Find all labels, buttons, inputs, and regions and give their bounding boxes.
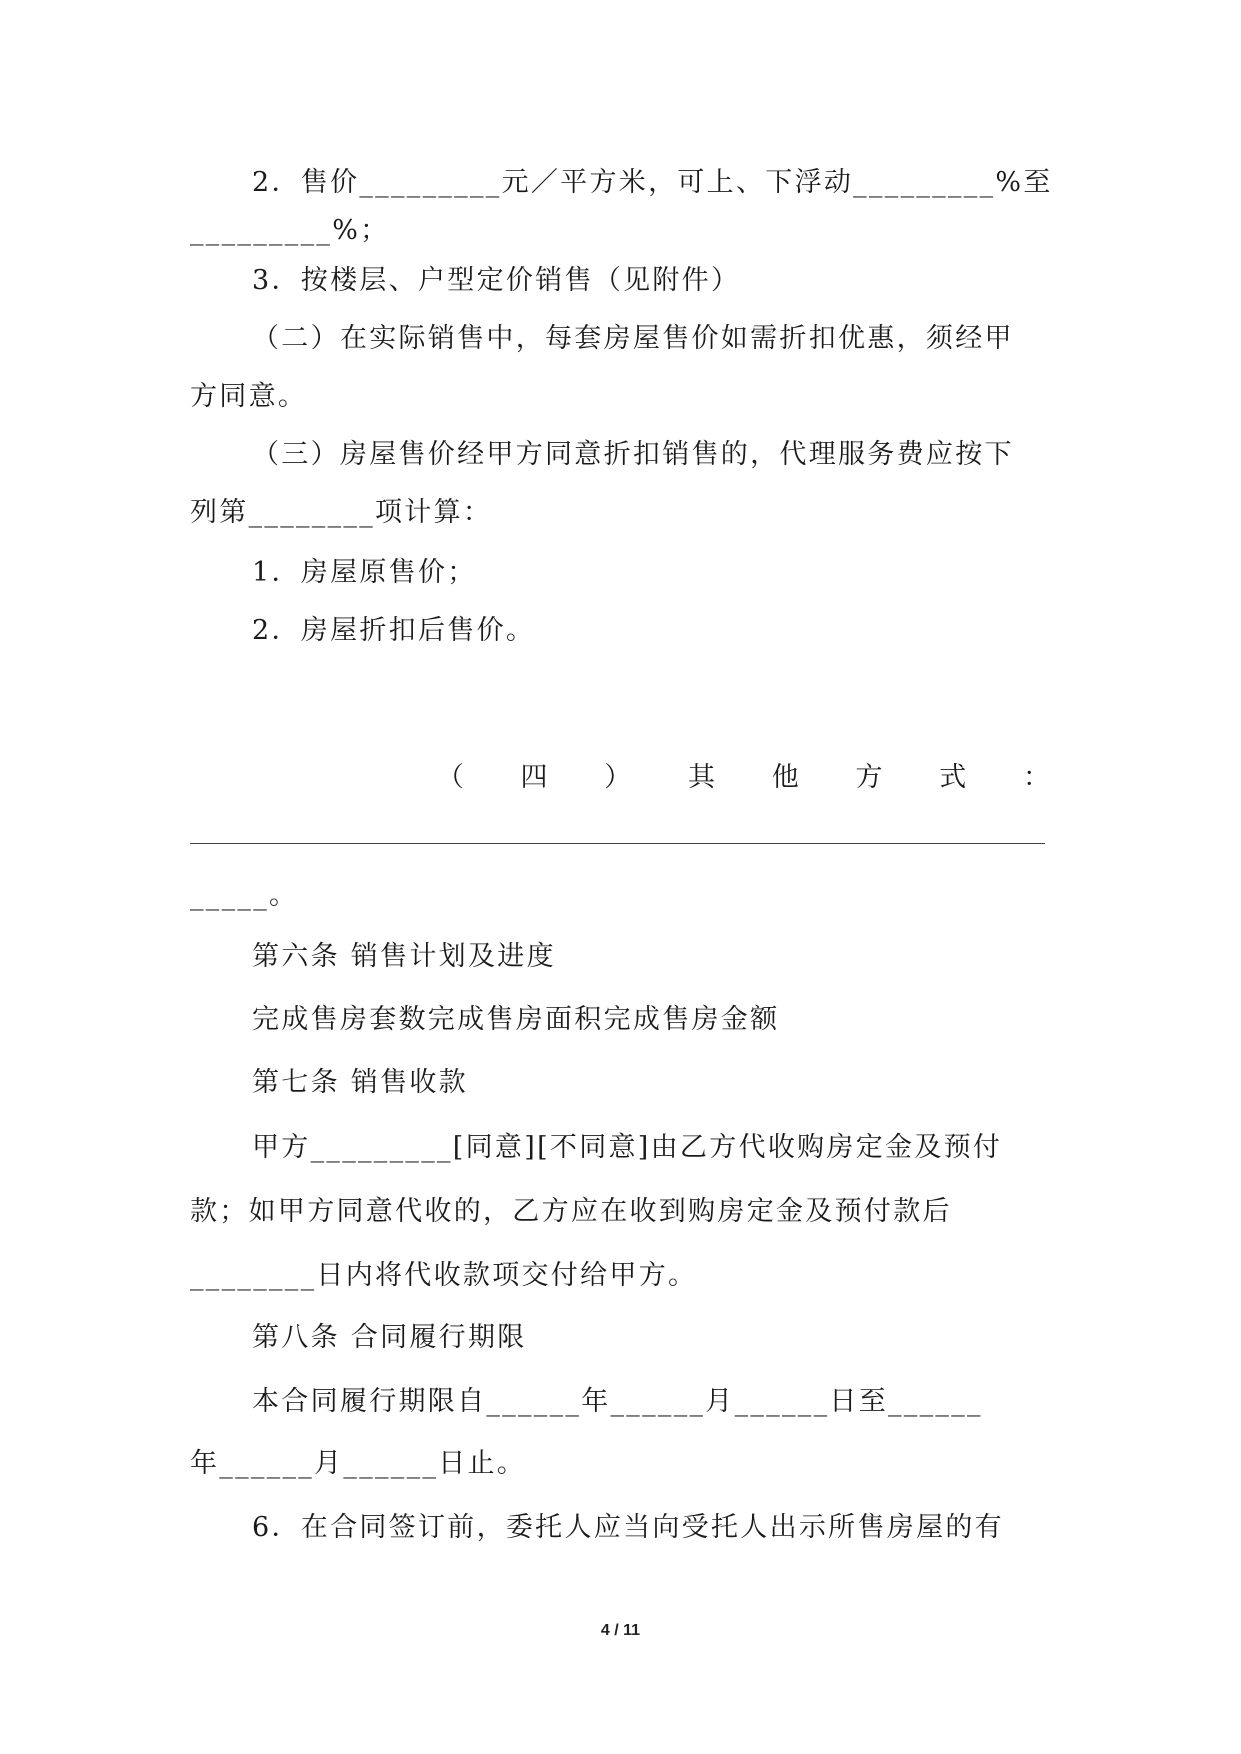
collection-clause-line-2: 款；如甲方同意代收的，乙方应在收到购房定金及预付款后 [190, 1196, 952, 1227]
fee-clause-line-continued: 列第________项计算： [190, 497, 493, 528]
price-line-continued: _________%； [190, 215, 390, 246]
option-original-price: 1．房屋原售价； [252, 557, 477, 588]
sales-plan-line: 完成售房套数完成售房面积完成售房金额 [252, 1004, 780, 1035]
floor-pricing-line: 3．按楼层、户型定价销售（见附件） [252, 265, 741, 296]
collection-clause-line: 甲方_________[同意][不同意]由乙方代收购房定金及预付 [252, 1132, 1003, 1163]
discount-clause-line-continued: 方同意。 [190, 381, 308, 412]
item-6-line: 6．在合同签订前，委托人应当向受托人出示所售房屋的有 [252, 1512, 1004, 1543]
discount-clause-line: （二）在实际销售中，每套房屋售价如需折扣优惠，须经甲 [252, 323, 1014, 354]
article-6-heading: 第六条 销售计划及进度 [252, 941, 556, 972]
term-line-continued: 年______月______日止。 [190, 1448, 527, 1479]
blank-fill-end: _____。 [190, 880, 299, 911]
blank-fill-rule [190, 843, 1045, 844]
article-8-heading: 第八条 合同履行期限 [252, 1322, 527, 1353]
other-methods-line: （ 四 ） 其 他 方 式 ： [436, 762, 1050, 793]
collection-clause-line-3: ________日内将代收款项交付给甲方。 [190, 1260, 698, 1291]
page-number: 4 / 11 [600, 1622, 641, 1639]
article-7-heading: 第七条 销售收款 [252, 1067, 468, 1098]
fee-clause-line: （三）房屋售价经甲方同意折扣销售的，代理服务费应按下 [252, 439, 1014, 470]
option-discounted-price: 2．房屋折扣后售价。 [252, 615, 536, 646]
term-line: 本合同履行期限自______年______月______日至______ [252, 1386, 983, 1417]
price-line: 2．售价_________元／平方米，可上、下浮动_________%至 [252, 167, 1053, 198]
